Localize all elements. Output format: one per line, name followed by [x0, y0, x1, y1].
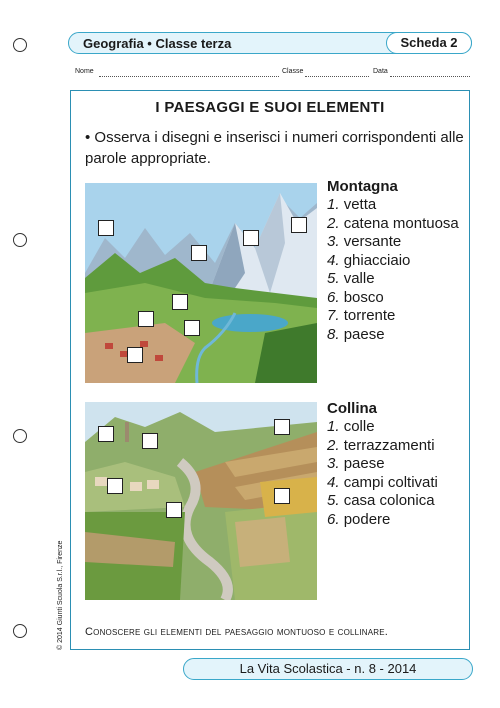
name-label: Nome — [75, 68, 94, 75]
answer-box[interactable] — [184, 320, 200, 336]
list-item: 5. valle — [327, 270, 375, 287]
list-item: 4. ghiacciaio — [327, 251, 411, 269]
list-item: 1. vetta — [327, 196, 377, 213]
binder-hole — [13, 38, 27, 52]
sheet-tab: Scheda 2 — [386, 32, 472, 54]
list-item: 6. bosco — [327, 288, 384, 306]
answer-box[interactable] — [274, 488, 290, 504]
student-fields — [75, 68, 475, 80]
answer-box[interactable] — [142, 433, 158, 449]
page-title: I PAESAGGI E SUOI ELEMENTI — [155, 99, 385, 116]
binder-hole — [13, 233, 27, 247]
mountain-list — [327, 178, 477, 344]
list-item: 6. podere — [327, 510, 391, 528]
list-item: 1. colle — [327, 418, 375, 435]
answer-box[interactable] — [138, 311, 154, 327]
answer-box[interactable] — [107, 478, 123, 494]
footer-bar: La Vita Scolastica - n. 8 - 2014 — [183, 658, 473, 680]
binder-hole — [13, 429, 27, 443]
list-item: 8. paese — [327, 325, 385, 343]
class-label: Classe — [282, 68, 304, 75]
answer-box[interactable] — [172, 294, 188, 310]
answer-box[interactable] — [166, 502, 182, 518]
binder-hole — [13, 624, 27, 638]
mountain-illustration — [85, 183, 317, 383]
answer-box[interactable] — [291, 217, 307, 233]
list-item: 5. casa colonica — [327, 492, 435, 509]
list-item: 2. catena montuosa — [327, 214, 459, 232]
list-item: 3. versante — [327, 233, 402, 250]
instruction-text: • Osserva i disegni e inserisci i numeri corrispondenti alle parole appropriate. — [85, 129, 464, 167]
answer-box[interactable] — [243, 230, 259, 246]
hill-heading: Collina — [327, 400, 378, 417]
header-bar — [68, 32, 472, 54]
list-item: 3. paese — [327, 455, 385, 472]
answer-box[interactable] — [127, 347, 143, 363]
list-item: 4. campi coltivati — [327, 473, 438, 491]
answer-box[interactable] — [274, 419, 290, 435]
list-item: 7. torrente — [327, 307, 396, 324]
date-label: Data — [373, 68, 388, 75]
list-item: 2. terrazzamenti — [327, 436, 435, 454]
date-line[interactable] — [390, 76, 470, 77]
hill-illustration — [85, 402, 317, 600]
learning-objective: Conoscere gli elementi del paesaggio montuoso e collinare. — [85, 626, 389, 638]
answer-box[interactable] — [191, 245, 207, 261]
answer-box[interactable] — [98, 426, 114, 442]
mountain-heading: Montagna — [327, 178, 398, 195]
copyright-notice: © 2014 Giunti Scuola S.r.l., Firenze — [57, 540, 64, 650]
class-line[interactable] — [305, 76, 369, 77]
answer-box[interactable] — [98, 220, 114, 236]
subject-label: Geografia • Classe terza — [83, 36, 232, 51]
hill-list — [327, 400, 477, 529]
name-line[interactable] — [99, 76, 279, 77]
